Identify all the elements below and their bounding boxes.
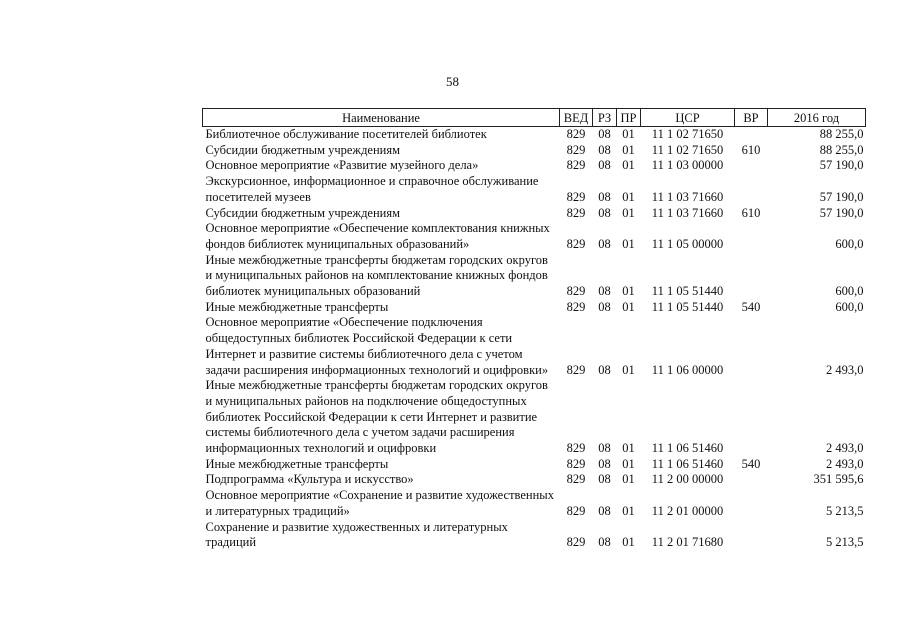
row-rz: 08 [598, 205, 611, 220]
row-rz: 08 [598, 284, 611, 299]
row-vr: 540 [741, 299, 761, 314]
row-amount: 2 493,0 [826, 362, 864, 377]
row-amount: 2 493,0 [826, 441, 864, 456]
row-name: Экскурсионное, информационное и справочное обслуживание посетителей музеев [205, 174, 539, 204]
row-ved: 829 [566, 189, 586, 204]
row-pr: 01 [622, 142, 635, 157]
row-vr [735, 488, 768, 519]
row-vr [735, 253, 768, 300]
table-row [203, 488, 866, 519]
row-csr: 11 2 01 71680 [651, 535, 724, 550]
row-amount: 57 190,0 [819, 205, 864, 220]
row-ved: 829 [566, 441, 586, 456]
table-row [203, 378, 866, 457]
row-ved: 829 [566, 299, 586, 314]
row-name: Иные межбюджетные трансферты [205, 299, 389, 314]
table-row [203, 221, 866, 252]
table-row [203, 457, 866, 473]
row-rz: 08 [598, 189, 611, 204]
row-name: Субсидии бюджетным учреждениям [205, 205, 401, 220]
header-csr: ЦСР [641, 109, 735, 127]
row-amount: 57 190,0 [819, 189, 864, 204]
row-pr: 01 [622, 362, 635, 377]
row-ved: 829 [566, 472, 586, 487]
row-ved: 829 [566, 535, 586, 550]
row-vr [735, 315, 768, 378]
table-row [203, 174, 866, 205]
row-csr: 11 1 02 71650 [651, 127, 724, 141]
row-ved: 829 [566, 158, 586, 173]
row-rz: 08 [598, 158, 611, 173]
row-pr: 01 [622, 299, 635, 314]
row-pr: 01 [622, 503, 635, 518]
row-name: Библиотечное обслуживание посетителей библиотек [205, 127, 487, 141]
row-csr: 11 1 06 51460 [651, 441, 724, 456]
row-csr: 11 2 01 00000 [651, 503, 724, 518]
row-rz: 08 [598, 299, 611, 314]
row-amount: 88 255,0 [819, 142, 864, 157]
row-pr: 01 [622, 158, 635, 173]
row-csr: 11 1 05 00000 [651, 236, 724, 251]
row-amount: 600,0 [835, 236, 864, 251]
header-name: Наименование [203, 109, 560, 127]
row-csr: 11 1 02 71650 [651, 142, 724, 157]
row-amount: 5 213,5 [826, 503, 864, 518]
row-pr: 01 [622, 236, 635, 251]
table-row [203, 520, 866, 551]
table-row [203, 127, 866, 143]
row-vr [735, 221, 768, 252]
row-name: Основное мероприятие «Обеспечение комплектования книжных фондов библиотек муниципальных образований» [205, 221, 550, 251]
table-row [203, 300, 866, 316]
row-rz: 08 [598, 535, 611, 550]
row-ved: 829 [566, 236, 586, 251]
row-name: Сохранение и развитие художественных и литературных традиций [205, 519, 508, 550]
row-pr: 01 [622, 441, 635, 456]
header-rz: РЗ [593, 109, 617, 127]
page-number: 58 [446, 74, 459, 89]
row-vr: 540 [741, 456, 761, 471]
row-csr: 11 2 00 00000 [651, 472, 724, 487]
row-rz: 08 [598, 456, 611, 471]
row-rz: 08 [598, 362, 611, 377]
row-rz: 08 [598, 236, 611, 251]
row-vr [735, 472, 768, 488]
row-pr: 01 [622, 189, 635, 204]
row-csr: 11 1 03 71660 [651, 205, 724, 220]
row-vr [735, 520, 768, 551]
table-row [203, 206, 866, 222]
header-vr: ВР [735, 109, 768, 127]
header-year: 2016 год [768, 109, 866, 127]
row-amount: 88 255,0 [819, 127, 864, 141]
row-amount: 57 190,0 [819, 158, 864, 173]
row-pr: 01 [622, 284, 635, 299]
row-pr: 01 [622, 472, 635, 487]
table-row [203, 472, 866, 488]
table-header-row [203, 109, 866, 127]
table-row [203, 158, 866, 174]
header-pr: ПР [617, 109, 641, 127]
row-pr: 01 [622, 456, 635, 471]
row-name: Основное мероприятие «Развитие музейного дела» [205, 158, 479, 173]
row-csr: 11 1 03 00000 [651, 158, 724, 173]
header-ved: ВЕД [560, 109, 593, 127]
row-vr: 610 [741, 205, 761, 220]
row-csr: 11 1 05 51440 [651, 299, 724, 314]
row-amount: 600,0 [835, 299, 864, 314]
row-vr [735, 378, 768, 457]
row-pr: 01 [622, 127, 635, 141]
row-name: Иные межбюджетные трансферты бюджетам городских округов и муниципальных районов на комплектование книжных фондов библиотек муниципальных образований [205, 252, 548, 299]
row-csr: 11 1 06 00000 [651, 362, 724, 377]
row-ved: 829 [566, 142, 586, 157]
table-row [203, 253, 866, 300]
row-ved: 829 [566, 362, 586, 377]
row-ved: 829 [566, 456, 586, 471]
row-csr: 11 1 05 51440 [651, 284, 724, 299]
row-csr: 11 1 03 71660 [651, 189, 724, 204]
row-amount: 2 493,0 [826, 456, 864, 471]
row-rz: 08 [598, 472, 611, 487]
row-ved: 829 [566, 205, 586, 220]
row-name: Субсидии бюджетным учреждениям [205, 142, 401, 157]
row-name: Основное мероприятие «Обеспечение подключения общедоступных библиотек Российской Федерации к сети Интернет и развитие системы библиотечного дела с учетом задачи расширения информационных технологий и оцифровки» [205, 315, 549, 377]
row-amount: 5 213,5 [826, 535, 864, 550]
row-vr [735, 158, 768, 174]
row-name: Основное мероприятие «Сохранение и развитие художественных и литературных традиций» [205, 488, 554, 518]
row-csr: 11 1 06 51460 [651, 456, 724, 471]
row-name: Иные межбюджетные трансферты [205, 456, 389, 471]
row-amount: 351 595,6 [813, 472, 864, 487]
row-rz: 08 [598, 127, 611, 141]
row-pr: 01 [622, 535, 635, 550]
table-row [203, 143, 866, 159]
table-row [203, 315, 866, 378]
row-vr [735, 127, 768, 143]
row-rz: 08 [598, 142, 611, 157]
budget-table [202, 108, 866, 551]
row-name: Подпрограмма «Культура и искусство» [205, 472, 414, 487]
row-amount: 600,0 [835, 284, 864, 299]
row-pr: 01 [622, 205, 635, 220]
row-ved: 829 [566, 284, 586, 299]
row-vr [735, 174, 768, 205]
row-rz: 08 [598, 441, 611, 456]
row-ved: 829 [566, 127, 586, 141]
table-body [203, 127, 866, 551]
row-name: Иные межбюджетные трансферты бюджетам городских округов и муниципальных районов на подключение общедоступных библиотек Российской Федерации к сети Интернет и развитие системы библиотечного дела с учетом задачи расширения информационных технологий и оцифровки [205, 378, 548, 456]
row-ved: 829 [566, 503, 586, 518]
row-rz: 08 [598, 503, 611, 518]
row-vr: 610 [741, 142, 761, 157]
